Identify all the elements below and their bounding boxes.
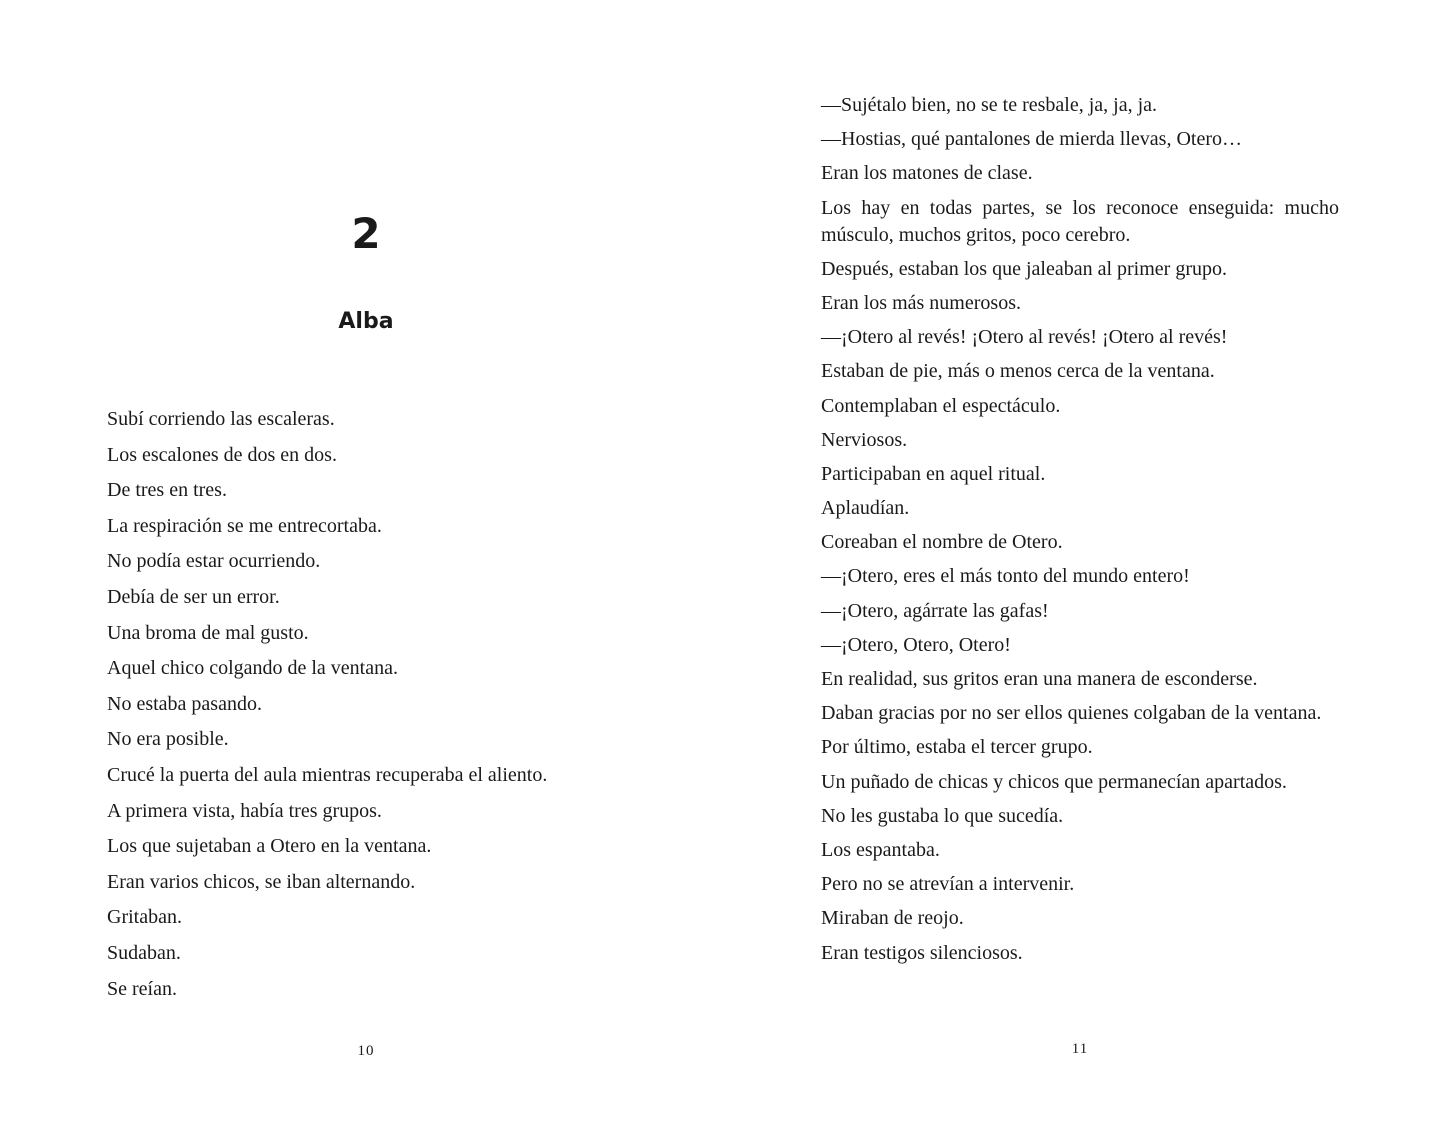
text-line: A primera vista, había tres grupos. (107, 799, 382, 822)
text-line: No era posible. (107, 728, 229, 751)
chapter-number: 2 (351, 209, 381, 258)
text-line: Estaban de pie, más o menos cerca de la ventana. (821, 360, 1215, 383)
text-line: Los escalones de dos en dos. (107, 443, 337, 466)
text-line: Miraban de reojo. (821, 907, 964, 930)
text-line: Coreaban el nombre de Otero. (821, 531, 1063, 554)
page-number: 11 (1071, 1041, 1089, 1057)
text-line: Un puñado de chicas y chicos que permanecían apartados. (821, 770, 1287, 793)
text-line: Subí corriendo las escaleras. (107, 408, 335, 430)
text-line: Los hay en todas partes, se los reconoce enseguida: mucho músculo, muchos gritos, poco cerebro. (821, 196, 1339, 246)
text-line: —¡Otero, Otero, Otero! (821, 633, 1011, 656)
left-page-text (107, 406, 627, 1011)
text-line: Se reían. (107, 977, 177, 1000)
text-line: Aplaudían. (821, 497, 910, 520)
text-line: Pero no se atrevían a intervenir. (821, 873, 1075, 896)
text-line: No les gustaba lo que sucedía. (821, 804, 1064, 827)
text-line: Eran los más numerosos. (821, 291, 1021, 314)
text-line: —Hostias, qué pantalones de mierda llevas, Otero… (821, 128, 1242, 151)
right-page (723, 0, 1447, 1125)
text-line: La respiración se me entrecortaba. (107, 514, 382, 537)
text-line: Crucé la puerta del aula mientras recuperaba el aliento. (107, 763, 548, 786)
text-line: Sudaban. (107, 941, 181, 964)
text-line: Debía de ser un error. (107, 585, 280, 608)
text-line: —¡Otero, eres el más tonto del mundo entero! (821, 565, 1190, 588)
text-line: Los que sujetaban a Otero en la ventana. (107, 835, 432, 858)
text-line: Una broma de mal gusto. (107, 621, 309, 644)
text-line: —Sujétalo bien, no se te resbale, ja, ja, ja. (821, 94, 1158, 116)
text-line: —¡Otero al revés! ¡Otero al revés! ¡Otero al revés! (821, 326, 1228, 349)
right-page-text (821, 92, 1339, 974)
page-number: 10 (357, 1043, 375, 1059)
text-line: Contemplaban el espectáculo. (821, 394, 1061, 417)
text-line: Después, estaban los que jaleaban al primer grupo. (821, 257, 1227, 280)
text-line: De tres en tres. (107, 479, 227, 502)
text-line: Aquel chico colgando de la ventana. (107, 657, 398, 680)
text-line: Eran los matones de clase. (821, 162, 1033, 185)
text-line: —¡Otero, agárrate las gafas! (821, 599, 1049, 622)
text-line: Eran varios chicos, se iban alternando. (107, 870, 416, 893)
text-line: Nerviosos. (821, 428, 908, 451)
text-line: No estaba pasando. (107, 692, 262, 715)
text-line: Daban gracias por no ser ellos quienes colgaban de la ventana. (821, 702, 1322, 725)
text-line: Participaban en aquel ritual. (821, 462, 1046, 485)
text-line: Los espantaba. (821, 838, 940, 861)
text-line: Por último, estaba el tercer grupo. (821, 736, 1093, 759)
text-line: En realidad, sus gritos eran una manera de esconderse. (821, 668, 1258, 690)
chapter-title: Alba (338, 309, 394, 334)
text-line: No podía estar ocurriendo. (107, 550, 321, 573)
text-line: Gritaban. (107, 906, 182, 929)
left-page (0, 0, 723, 1125)
text-line: Eran testigos silenciosos. (821, 941, 1023, 964)
